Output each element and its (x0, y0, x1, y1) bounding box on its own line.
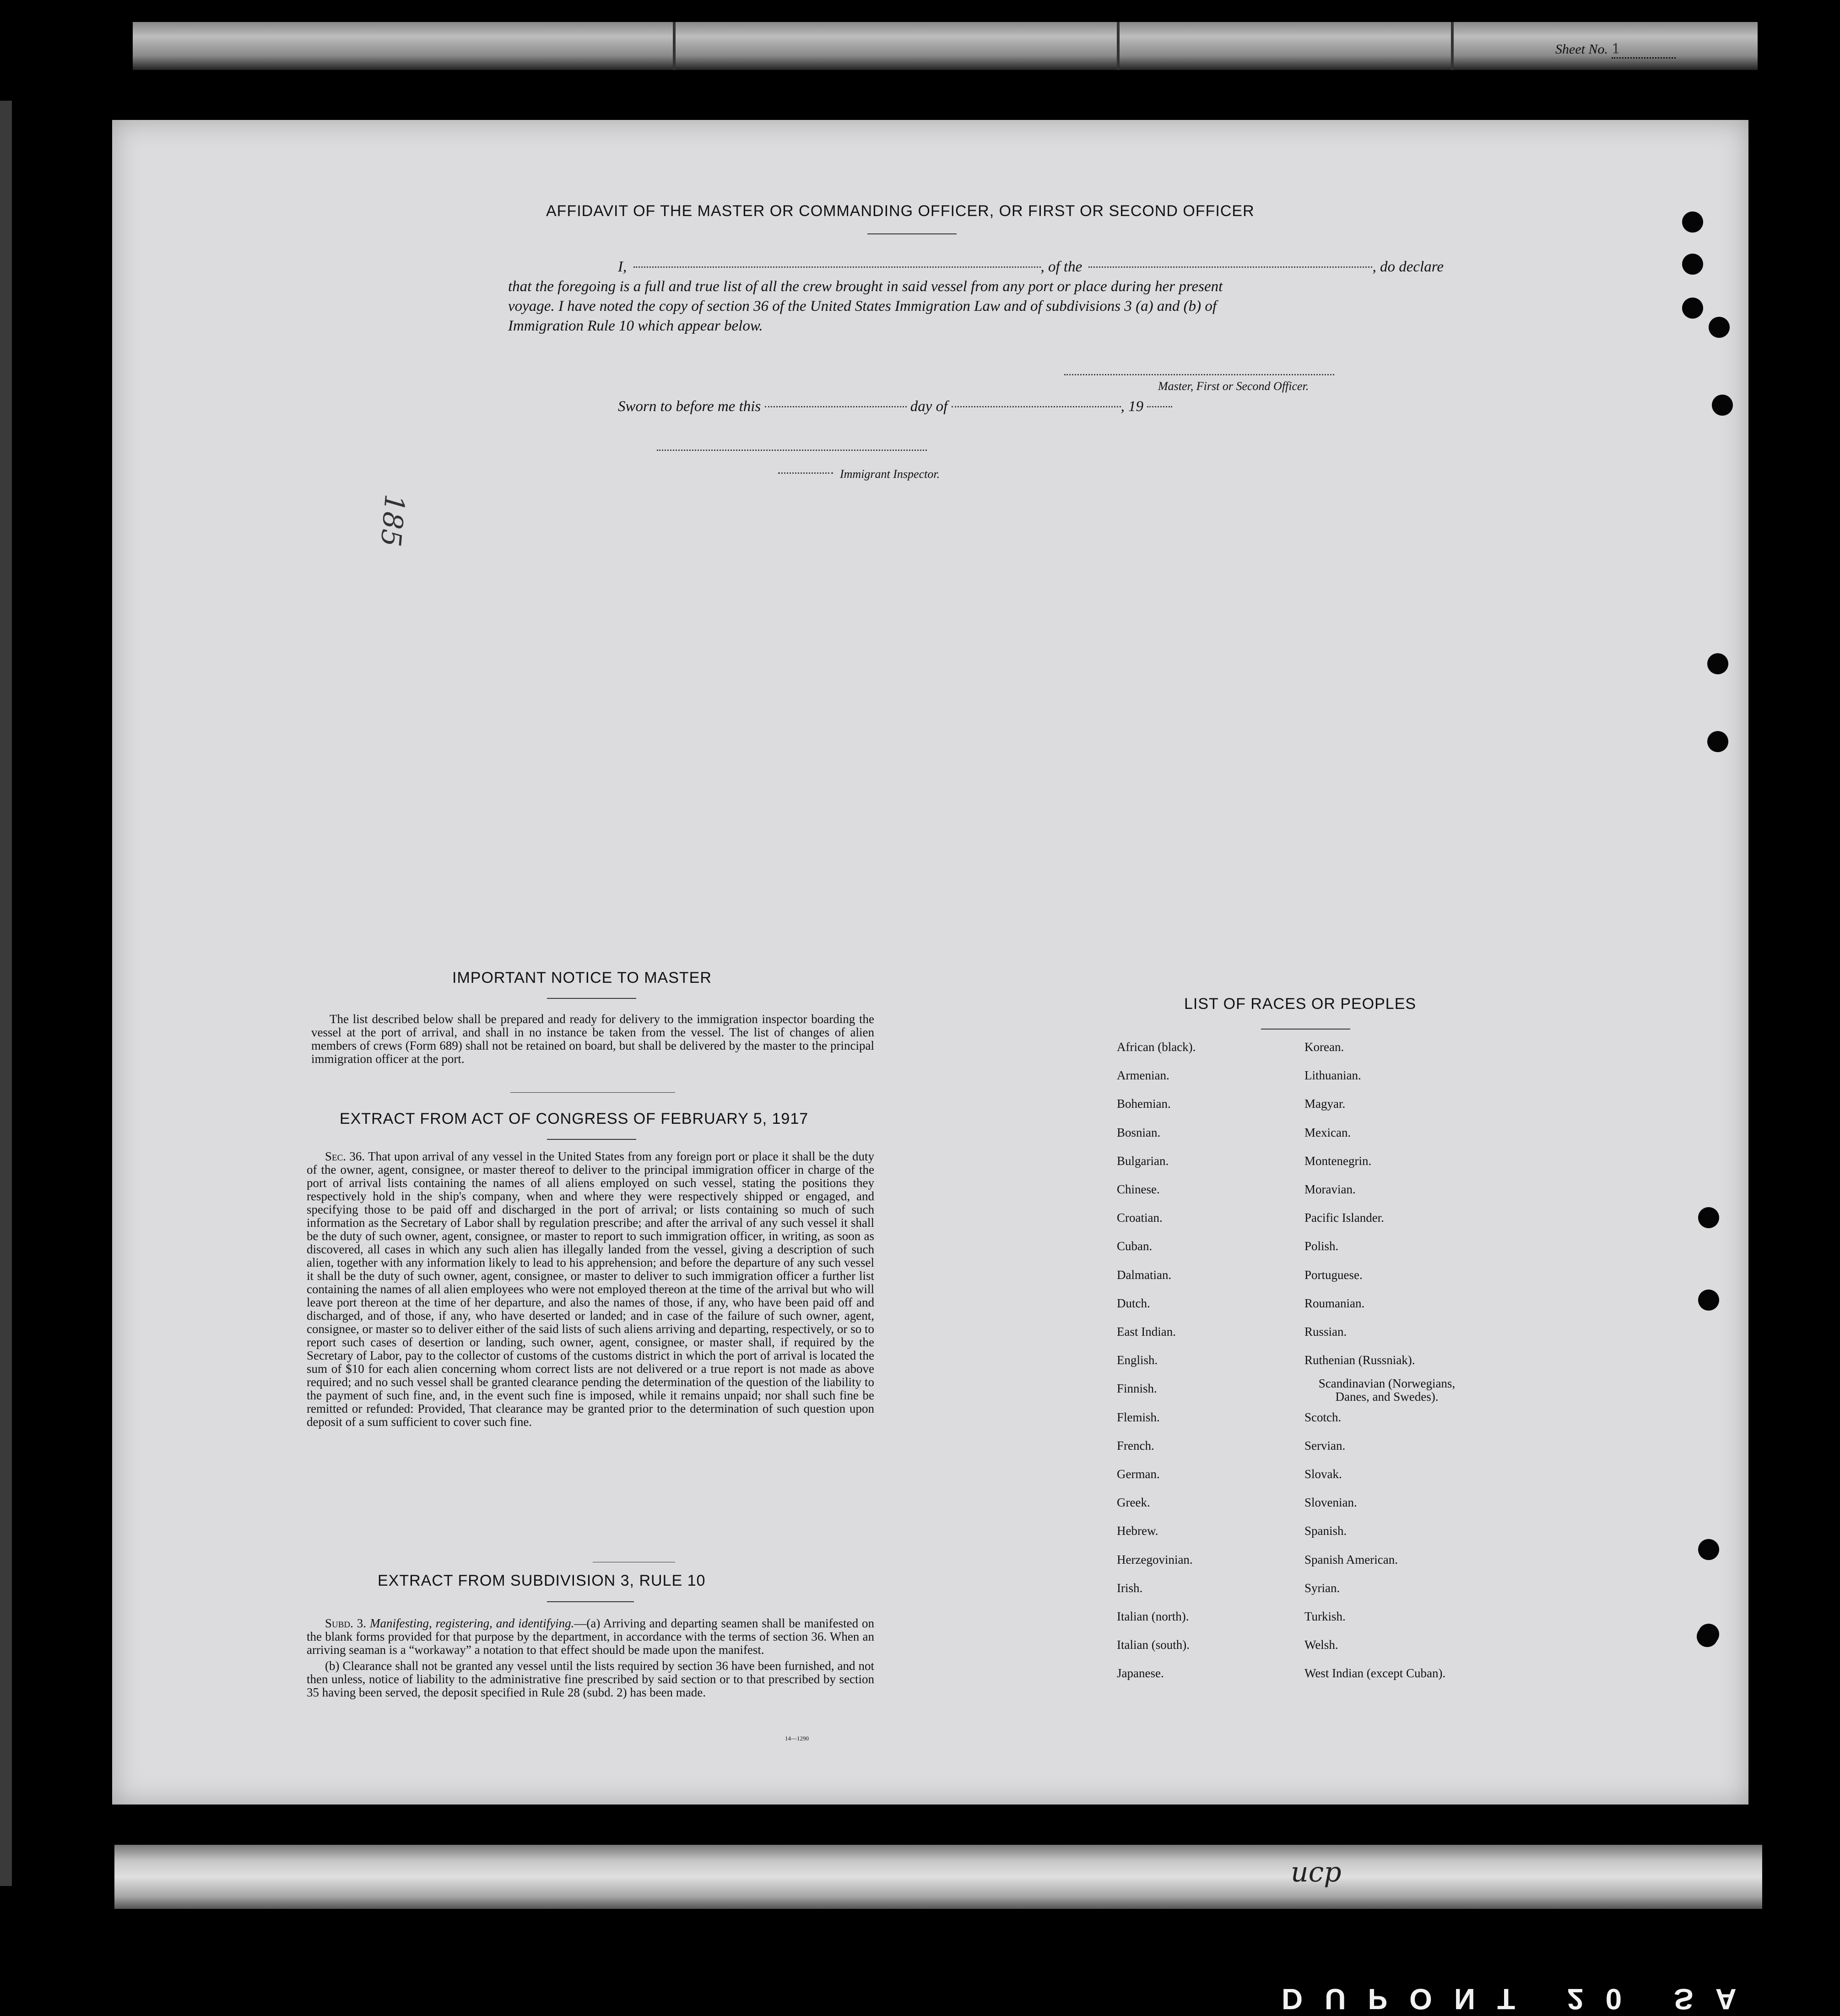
officer-signature-field[interactable] (1064, 374, 1334, 375)
do-declare-label: , do declare (1372, 259, 1444, 275)
punch-hole-icon (1682, 298, 1703, 319)
race-item: Greek. (1117, 1496, 1150, 1510)
notice-heading: IMPORTANT NOTICE TO MASTER (452, 969, 712, 986)
race-item: Dutch. (1117, 1296, 1150, 1310)
race-item: Bulgarian. (1117, 1154, 1169, 1168)
race-item: Bohemian. (1117, 1097, 1171, 1111)
punch-hole-icon (1707, 731, 1728, 752)
sheet-number (1555, 41, 1676, 59)
race-item: Turkish. (1304, 1610, 1346, 1623)
race-item: Lithuanian. (1304, 1068, 1361, 1083)
year-label: , 19 (1120, 398, 1144, 415)
punch-hole-icon (1682, 254, 1703, 275)
punch-hole-icon (1698, 1539, 1719, 1560)
race-item: Cuban. (1117, 1239, 1153, 1253)
race-item: Spanish. (1304, 1524, 1347, 1538)
subd-label: Subd. 3. (325, 1616, 367, 1630)
heading-rule (547, 1601, 634, 1602)
race-item: Finnish. (1117, 1382, 1157, 1396)
punch-hole-icon (1712, 395, 1733, 416)
race-item: Slovenian. (1304, 1496, 1357, 1510)
race-item: Ruthenian (Russniak). (1304, 1353, 1415, 1367)
race-item: West Indian (except Cuban). (1304, 1666, 1446, 1680)
race-item: Montenegrin. (1304, 1154, 1372, 1168)
race-item: Magyar. (1304, 1097, 1346, 1111)
race-item: French. (1117, 1438, 1154, 1452)
race-item: English. (1117, 1353, 1158, 1367)
race-item: Herzegovinian. (1117, 1552, 1193, 1566)
subdivision-paragraph-b: (b) Clearance shall not be granted any vessel until the lists required by section 36 have been furnished, and not then unless, notice of liability to the administrative fine prescribed by said section or to that prescribed by section 35 having been served, the deposit specified in Rule 28 (subd. 2) has been made. (307, 1659, 874, 1699)
sworn-month-field[interactable] (952, 406, 1121, 407)
affidavit-line-4: Immigration Rule 10 which appear below. (508, 318, 763, 334)
race-item: Irish. (1117, 1581, 1143, 1595)
race-item: African (black). (1117, 1040, 1196, 1054)
inspector-signature-field[interactable] (657, 450, 927, 451)
act-extract-heading: EXTRACT FROM ACT OF CONGRESS OF FEBRUARY 5, 1917 (340, 1110, 809, 1127)
signature-caption: Master, First or Second Officer. (1158, 379, 1309, 393)
of-the-label: , of the (1040, 259, 1082, 275)
notice-paragraph: The list described below shall be prepared and ready for delivery to the immigration inspector boarding the vessel at the port of arrival, and shall in no instance be taken from the vessel. The list of changes of alien members of crews (Form 689) shall not be retained on board, but shall be delivered by the master to the principal immigration officer at the port. (311, 1012, 874, 1066)
form-number: 14—1290 (785, 1735, 809, 1742)
race-item: Slovak. (1304, 1467, 1342, 1481)
notice-body (311, 1013, 874, 1068)
punch-hole-icon (1697, 1626, 1718, 1647)
punch-hole-icon (1698, 1207, 1719, 1228)
affidavit-heading: AFFIDAVIT OF THE MASTER OR COMMANDING OFFICER, OR FIRST OR SECOND OFFICER (546, 202, 1255, 220)
sworn-line (508, 397, 1195, 417)
sworn-label: Sworn to before me this (618, 398, 761, 415)
race-item: Italian (south). (1117, 1638, 1190, 1652)
heading-rule (547, 998, 636, 999)
race-item: Korean. (1304, 1040, 1344, 1054)
race-item: East Indian. (1117, 1325, 1176, 1339)
officer-name-field[interactable] (633, 266, 1041, 268)
race-item: Mexican. (1304, 1125, 1351, 1139)
subd-title: Manifesting, registering, and identifying. (369, 1616, 574, 1630)
affidavit-line-3: voyage. I have noted the copy of section 36 of the United States Immigration Law and of subdivisions 3 (a) and (b) of (508, 298, 1217, 314)
sheet-number-label: Sheet No. (1555, 42, 1608, 57)
affidavit-text (508, 257, 1469, 336)
race-item: Scotch. (1304, 1410, 1342, 1424)
inspector-lead-dots (778, 472, 833, 474)
race-item: Japanese. (1117, 1666, 1164, 1680)
affidavit-line-2: that the foregoing is a full and true list of all the crew brought in said vessel from any port or place during her present (508, 278, 1223, 295)
bottom-film-strip (114, 1845, 1762, 1909)
race-item: German. (1117, 1467, 1160, 1481)
top-film-strip (133, 22, 1758, 70)
margin-handwritten-note: 185 (374, 493, 411, 548)
punch-hole-icon (1682, 211, 1703, 233)
race-item: Scandinavian (Norwegians, Danes, and Swedes). (1318, 1377, 1456, 1404)
heading-rule (1261, 1029, 1350, 1030)
punch-hole-icon (1707, 653, 1728, 674)
race-item: Portuguese. (1304, 1268, 1363, 1282)
race-item: Bosnian. (1117, 1125, 1161, 1139)
subd-a-text: —(a) Arriving and departing seamen shall be manifested on the blank forms provided for that purpose by the department, in accordance with the terms of section 36. When an arriving seaman is a “workaway” a notation to that effect should be made upon the manifest. (307, 1616, 874, 1657)
sworn-year-field[interactable] (1147, 406, 1172, 407)
race-item: Croatian. (1117, 1211, 1163, 1225)
race-item: Armenian. (1117, 1068, 1169, 1083)
heading-rule (547, 1139, 636, 1140)
act-extract-body (307, 1150, 874, 1431)
section-36-text: That upon arrival of any vessel in the United States from any foreign port or place it shall be the duty of the owner, agent, consignee, or master thereof to deliver to the principal immigration officer in charge of the port of arrival lists containing the names of all aliens employed on such vessel, stating the positions they respectively hold in the ship's company, when and where they were respectively shipped or engaged, and specifying those to be paid off and discharged in the port of arrival; or lists containing so much of such information as the Secretary of Labor shall by regulation prescribe; and after the arrival of any such vessel it shall be the duty of such owner, agent, consignee, or master to report to such immigration officer, in writing, as soon as discovered, all cases in which any such alien has illegally landed from the vessel, giving a description of such alien, together with any information likely to lead to his apprehension; and before the departure of any such vessel it shall be the duty of such owner, agent, consignee, or master to deliver to such immigration officer a further list containing the names of all alien employees who were not employed thereon at the time of the arrival but who will leave port thereon at the time of her departure, and also the names of those, if any, who have been paid off and discharged, and of those, if any, who have deserted or landed; and in case of the failure of such owner, agent, consignee, or master so to deliver either of the said lists of such aliens arriving and departing, respectively, or so to report such cases of desertion or landing, such owner, agent, consignee, or master shall, if required by the Secretary of Labor, pay to the collector of customs of the customs district in which the port of arrival is located the sum of $10 for each alien concerning whom correct lists are not delivered or a true report is not made as above required; and no such vessel shall be granted clearance pending the determination of the question of the liability to the payment of such fine, and, in the event such fine is imposed, while it remains unpaid; nor shall such fine be remitted or refunded: Provided, That clearance may be granted prior to the determination of such question upon deposit of a sum sufficient to cover such fine. (307, 1149, 875, 1429)
race-item: Italian (north). (1117, 1610, 1189, 1623)
race-item: Welsh. (1304, 1638, 1338, 1652)
race-item: Servian. (1304, 1438, 1346, 1452)
race-item: Polish. (1304, 1239, 1339, 1253)
race-item: Chinese. (1117, 1182, 1160, 1196)
section-label: Sec. 36. (325, 1149, 365, 1163)
vessel-name-field[interactable] (1088, 266, 1372, 268)
race-item: Flemish. (1117, 1410, 1160, 1424)
race-item: Syrian. (1304, 1581, 1340, 1595)
day-of-label: day of (910, 398, 948, 415)
left-film-edge (0, 101, 12, 1886)
form-page (112, 120, 1748, 1805)
film-edge-code: DUPONT 20 SA (1282, 1983, 1759, 2016)
punch-hole-icon (1698, 1290, 1719, 1311)
race-item: Roumanian. (1304, 1296, 1365, 1310)
heading-rule (867, 233, 957, 234)
race-item: Spanish American. (1304, 1552, 1398, 1566)
subdivision-paragraph-a (307, 1617, 874, 1657)
race-item: Pacific Islander. (1304, 1211, 1384, 1225)
sworn-day-field[interactable] (765, 406, 907, 407)
race-item: Hebrew. (1117, 1524, 1158, 1538)
rule-extract-heading: EXTRACT FROM SUBDIVISION 3, RULE 10 (378, 1572, 706, 1589)
race-item: Dalmatian. (1117, 1268, 1172, 1282)
races-heading: LIST OF RACES OR PEOPLES (1184, 995, 1417, 1013)
race-item: Russian. (1304, 1325, 1347, 1339)
section-36-paragraph (307, 1150, 874, 1429)
section-divider (510, 1092, 675, 1093)
inspector-caption: Immigrant Inspector. (840, 467, 940, 481)
punch-hole-icon (1709, 317, 1730, 338)
sheet-number-value: 1 (1612, 41, 1676, 59)
race-item: Moravian. (1304, 1182, 1356, 1196)
rule-extract-body (307, 1617, 874, 1702)
bottom-handwritten-note: ucp (1291, 1856, 1342, 1888)
i-label: I, (618, 259, 627, 275)
